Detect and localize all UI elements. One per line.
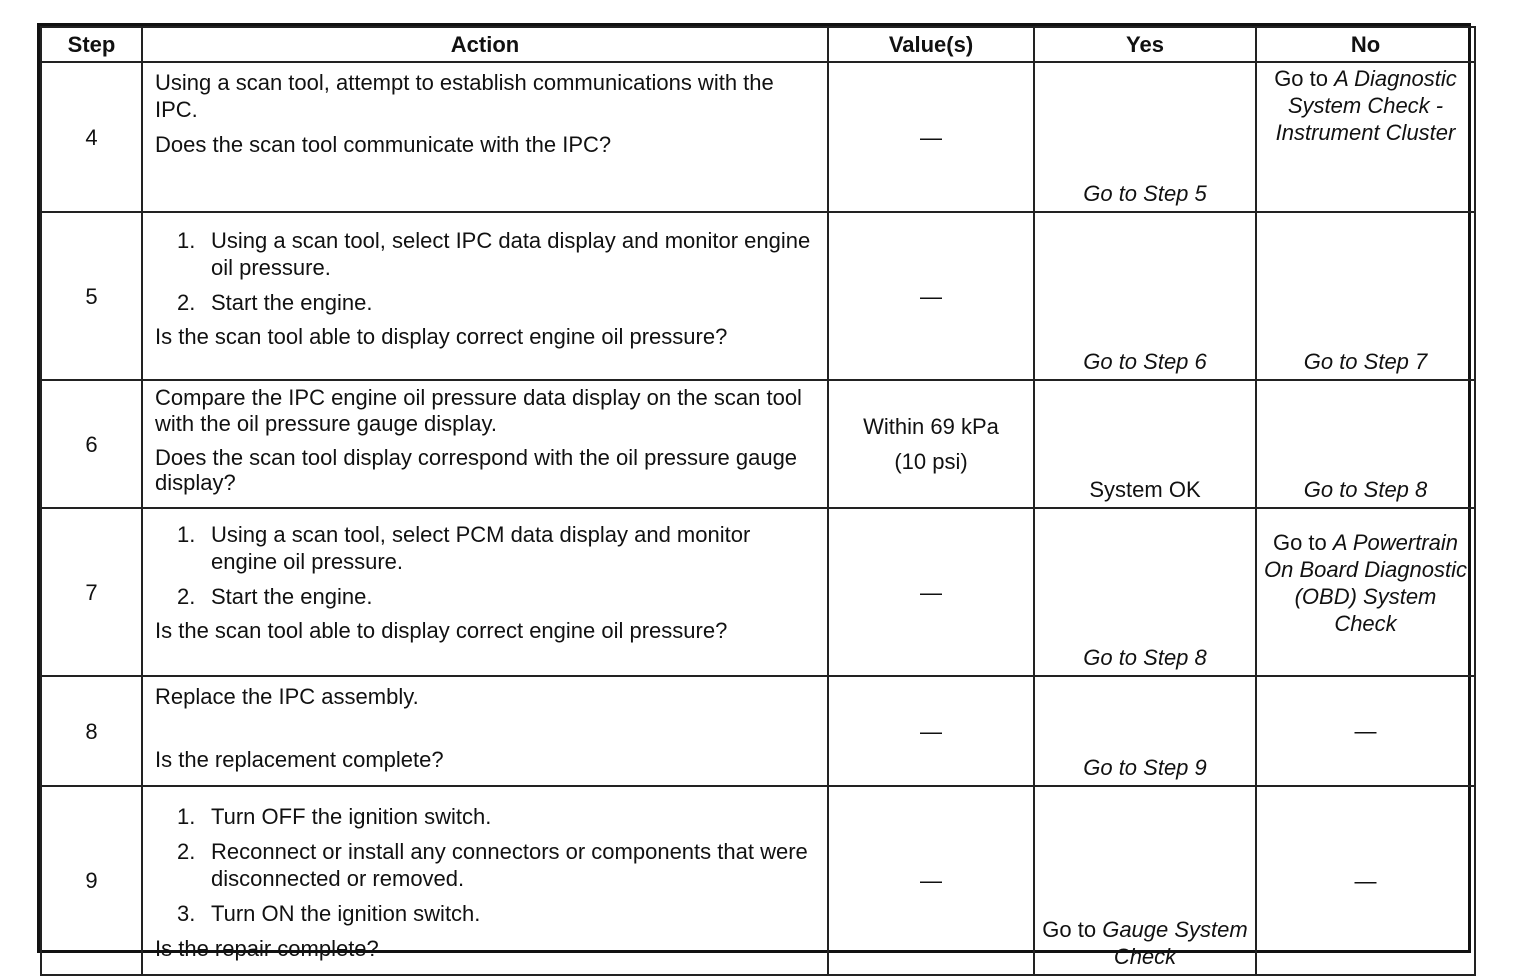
yes-link[interactable]: Go to Step 6 xyxy=(1083,349,1207,374)
list-item: 1. Using a scan tool, select PCM data display and monitor engine oil pressure. xyxy=(177,522,751,574)
list-item: 3. Turn ON the ignition switch. xyxy=(177,901,481,926)
action-list xyxy=(155,227,815,316)
value-cell xyxy=(828,380,1034,508)
step-number: 6 xyxy=(41,380,142,508)
table-row-step-7 xyxy=(41,508,1475,676)
action-list xyxy=(155,521,815,610)
yes-cell xyxy=(1034,212,1256,380)
diagnostic-table-sheet xyxy=(37,23,1471,969)
yes-cell xyxy=(1034,508,1256,676)
action-question: Is the replacement complete? xyxy=(155,747,444,772)
table-row-step-5 xyxy=(41,212,1475,380)
value-cell: — xyxy=(828,786,1034,975)
header-no: No xyxy=(1256,27,1475,62)
step-number: 5 xyxy=(41,212,142,380)
list-item: 1. Using a scan tool, select IPC data display and monitor engine oil pressure. xyxy=(177,228,811,280)
yes-text: System OK xyxy=(1089,477,1201,502)
action-question: Is the scan tool able to display correct engine oil pressure? xyxy=(155,618,728,643)
no-cell xyxy=(1256,62,1475,212)
header-action: Action xyxy=(142,27,828,62)
yes-link[interactable]: Go to Step 9 xyxy=(1083,755,1207,780)
value-cell: — xyxy=(828,212,1034,380)
value-cell: — xyxy=(828,62,1034,212)
no-link[interactable]: Go to Step 7 xyxy=(1303,349,1428,374)
action-question: Is the scan tool able to display correct engine oil pressure? xyxy=(155,324,728,349)
action-cell xyxy=(142,508,828,676)
action-cell xyxy=(142,676,828,786)
header-row xyxy=(41,27,1475,62)
action-list xyxy=(155,803,815,927)
list-item: 1. Turn OFF the ignition switch. xyxy=(177,804,492,829)
yes-cell xyxy=(1034,786,1256,975)
list-item: 2. Reconnect or install any connectors or components that were disconnected or removed. xyxy=(177,839,808,891)
table-row-step-6 xyxy=(41,380,1475,508)
value-line-2: (10 psi) xyxy=(894,449,968,474)
step-number: 9 xyxy=(41,786,142,975)
value-line-1: Within 69 kPa xyxy=(863,414,999,439)
no-link[interactable]: A Diagnostic System Check - Instrument Cluster xyxy=(1275,66,1457,145)
no-link[interactable]: A Powertrain On Board Diagnostic (OBD) System Check xyxy=(1264,530,1467,636)
yes-link[interactable]: Go to Step 8 xyxy=(1083,645,1207,670)
yes-cell xyxy=(1034,380,1256,508)
action-cell xyxy=(142,380,828,508)
action-question: Does the scan tool display correspond with the oil pressure gauge display? xyxy=(155,445,798,495)
value-cell: — xyxy=(828,676,1034,786)
action-question: Does the scan tool communicate with the IPC? xyxy=(155,132,612,157)
no-prefix: Go to xyxy=(1272,530,1333,555)
yes-cell xyxy=(1034,676,1256,786)
action-cell xyxy=(142,62,828,212)
action-question: Is the repair complete? xyxy=(155,936,379,961)
yes-prefix: Go to xyxy=(1042,917,1103,942)
no-cell: — xyxy=(1256,676,1475,786)
header-step: Step xyxy=(41,27,142,62)
header-values: Value(s) xyxy=(828,27,1034,62)
no-cell xyxy=(1256,508,1475,676)
step-number: 4 xyxy=(41,62,142,212)
step-number: 7 xyxy=(41,508,142,676)
action-cell xyxy=(142,786,828,975)
no-cell xyxy=(1256,212,1475,380)
list-item: 2. Start the engine. xyxy=(177,584,373,609)
yes-link[interactable]: Gauge System Check xyxy=(1102,917,1248,969)
no-cell: — xyxy=(1256,786,1475,975)
diagnostic-table xyxy=(40,26,1476,976)
table-row-step-8 xyxy=(41,676,1475,786)
table-row-step-4 xyxy=(41,62,1475,212)
action-cell xyxy=(142,212,828,380)
action-text: Compare the IPC engine oil pressure data display on the scan tool with the oil pressure gauge display. xyxy=(155,385,802,436)
yes-cell xyxy=(1034,62,1256,212)
no-cell xyxy=(1256,380,1475,508)
value-cell: — xyxy=(828,508,1034,676)
action-text: Replace the IPC assembly. xyxy=(155,684,419,709)
no-link[interactable]: Go to Step 8 xyxy=(1303,477,1428,502)
action-text: Using a scan tool, attempt to establish communications with the IPC. xyxy=(155,70,774,122)
yes-link[interactable]: Go to Step 5 xyxy=(1083,181,1207,206)
step-number: 8 xyxy=(41,676,142,786)
no-prefix: Go to xyxy=(1274,66,1335,91)
list-item: 2. Start the engine. xyxy=(177,290,373,315)
table-row-step-9 xyxy=(41,786,1475,975)
header-yes: Yes xyxy=(1034,27,1256,62)
